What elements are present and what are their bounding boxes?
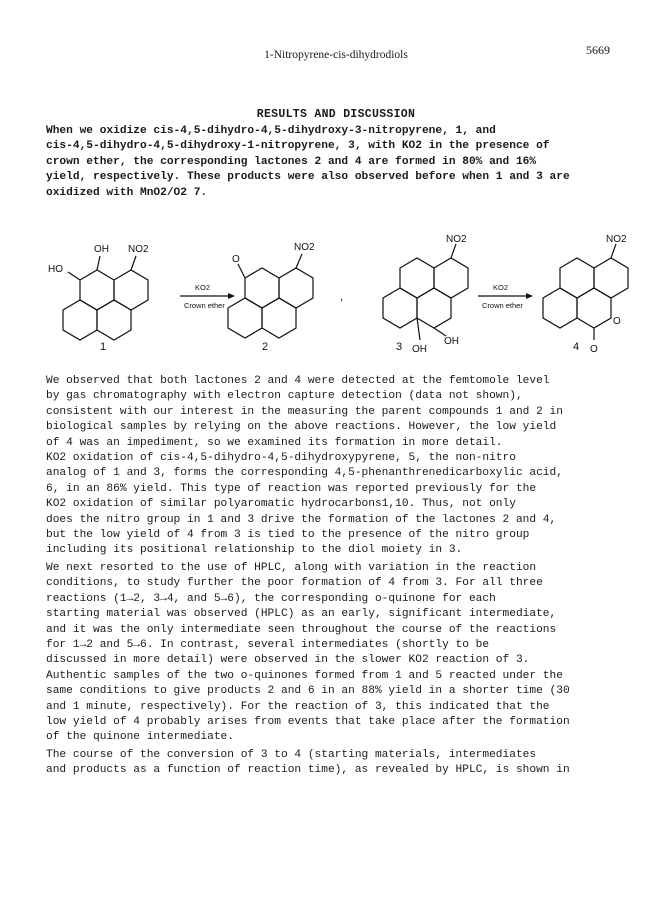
text-line: reactions (1→2, 3→4, and 5→6), the corresponding o-quinone for each	[46, 592, 496, 605]
compound-label-3: 3	[396, 341, 403, 353]
atom-label-oh: OH	[412, 344, 427, 354]
text-line: conditions, to study further the poor formation of 4 from 3. For all three	[46, 577, 543, 590]
paragraph-course	[46, 748, 631, 779]
text-line: starting material was observed (HPLC) as an early, significant intermediate,	[46, 608, 557, 621]
text-line: We next resorted to the use of HPLC, along with variation in the reaction	[46, 562, 537, 574]
paragraph-hplc	[46, 561, 631, 746]
scheme-separator: ,	[340, 291, 344, 303]
atom-label-oh: OH	[94, 244, 109, 255]
text-line: biological samples by relying on the above reactions. However, the low yield	[46, 421, 557, 434]
atom-label-no2: NO2	[128, 244, 149, 255]
text-line: 6, in an 86% yield. This type of reaction was reported previously for the	[46, 482, 537, 495]
reagent-crown-ether: Crown ether	[482, 301, 523, 310]
text-line: low yield of 4 probably arises from events that take place after the formation	[46, 716, 570, 729]
text-line: cis-4,5-dihydro-4,5-dihydroxy-1-nitropyrene, 3, with KO2 in the presence of	[46, 140, 550, 153]
text-line: oxidized with MnO2/O2 7.	[46, 186, 208, 199]
text-line: discussed in more detail) were observed in the slower KO2 reaction of 3.	[46, 654, 530, 667]
reaction-scheme	[40, 228, 640, 354]
text-line: When we oxidize cis-4,5-dihydro-4,5-dihydroxy-3-nitropyrene, 1, and	[46, 125, 496, 137]
text-line: yield, respectively. These products were also observed before when 1 and 3 are	[46, 171, 570, 184]
text-line: does the nitro group in 1 and 3 drive the formation of the lactones 2 and 4,	[46, 513, 557, 526]
text-line: analog of 1 and 3, forms the corresponding 4,5-phenanthrenedicarboxylic acid,	[46, 467, 563, 480]
atom-label-o: O	[232, 254, 240, 265]
text-line: and it was the only intermediate seen throughout the course of the reactions	[46, 623, 557, 636]
paragraph-ko2-oxidation	[46, 451, 631, 559]
arrow-head-2	[526, 293, 533, 299]
atom-label-o: O	[590, 344, 598, 354]
compound-2-structure	[228, 254, 313, 338]
text-line: for 1→2 and 5→6. In contrast, several intermediates (shortly to be	[46, 639, 490, 652]
atom-label-oh: OH	[444, 336, 459, 347]
reaction-scheme-drawing	[40, 228, 640, 354]
text-line: and 1 minute, respectively). For the reaction of 3, this indicated that the	[46, 700, 550, 713]
reagent-crown-ether: Crown ether	[184, 301, 225, 310]
compound-label-4: 4	[573, 341, 580, 353]
text-line: but the low yield of 4 from 3 is tied to the presence of the nitro group	[46, 529, 530, 542]
text-line: and products as a function of reaction time), as revealed by HPLC, is shown in	[46, 764, 570, 777]
text-line: consistent with our interest in the measuring the parent compounds 1 and 2 in	[46, 405, 563, 418]
atom-label-no2: NO2	[446, 234, 467, 245]
atom-label-no2: NO2	[294, 242, 315, 253]
text-line: including its positional relationship to the diol moiety in 3.	[46, 544, 463, 557]
text-line: same conditions to give products 2 and 6 in an 88% yield in a shorter time (30	[46, 685, 570, 698]
text-line: by gas chromatography with electron capture detection (data not shown),	[46, 390, 523, 403]
paragraph-observed	[46, 374, 631, 451]
text-line: KO2 oxidation of cis-4,5-dihydro-4,5-dihydroxypyrene, 5, the non-nitro	[46, 452, 516, 464]
atom-label-o: O	[613, 316, 621, 327]
compound-1-structure	[63, 256, 148, 340]
text-line: Authentic samples of the two o-quinones formed from 1 and 5 reacted under the	[46, 669, 563, 682]
compound-label-2: 2	[262, 341, 269, 353]
text-line: of the quinone intermediate.	[46, 731, 234, 744]
section-heading: RESULTS AND DISCUSSION	[256, 108, 416, 121]
text-line: of 4 was an impediment, so we examined its formation in more detail.	[46, 436, 503, 449]
text-line: We observed that both lactones 2 and 4 were detected at the femtomole level	[46, 375, 550, 387]
text-line: crown ether, the corresponding lactones 2 and 4 are formed in 80% and 16%	[46, 155, 537, 168]
compound-label-1: 1	[100, 341, 107, 353]
arrow-head-1	[228, 293, 235, 299]
atom-label-ho: HO	[48, 264, 63, 275]
reagent-ko2: KO2	[195, 283, 211, 292]
running-title: 1-Nitropyrene-cis-dihydrodiols	[264, 49, 408, 61]
text-line: The course of the conversion of 3 to 4 (starting materials, intermediates	[46, 749, 537, 761]
page-number: 5669	[586, 43, 610, 57]
text-line: KO2 oxidation of similar polyaromatic hydrocarbons1,10. Thus, not only	[46, 498, 516, 511]
atom-label-no2: NO2	[606, 234, 627, 245]
reagent-ko2: KO2	[493, 283, 509, 292]
compound-3-structure	[383, 244, 468, 340]
intro-paragraph	[46, 124, 631, 201]
